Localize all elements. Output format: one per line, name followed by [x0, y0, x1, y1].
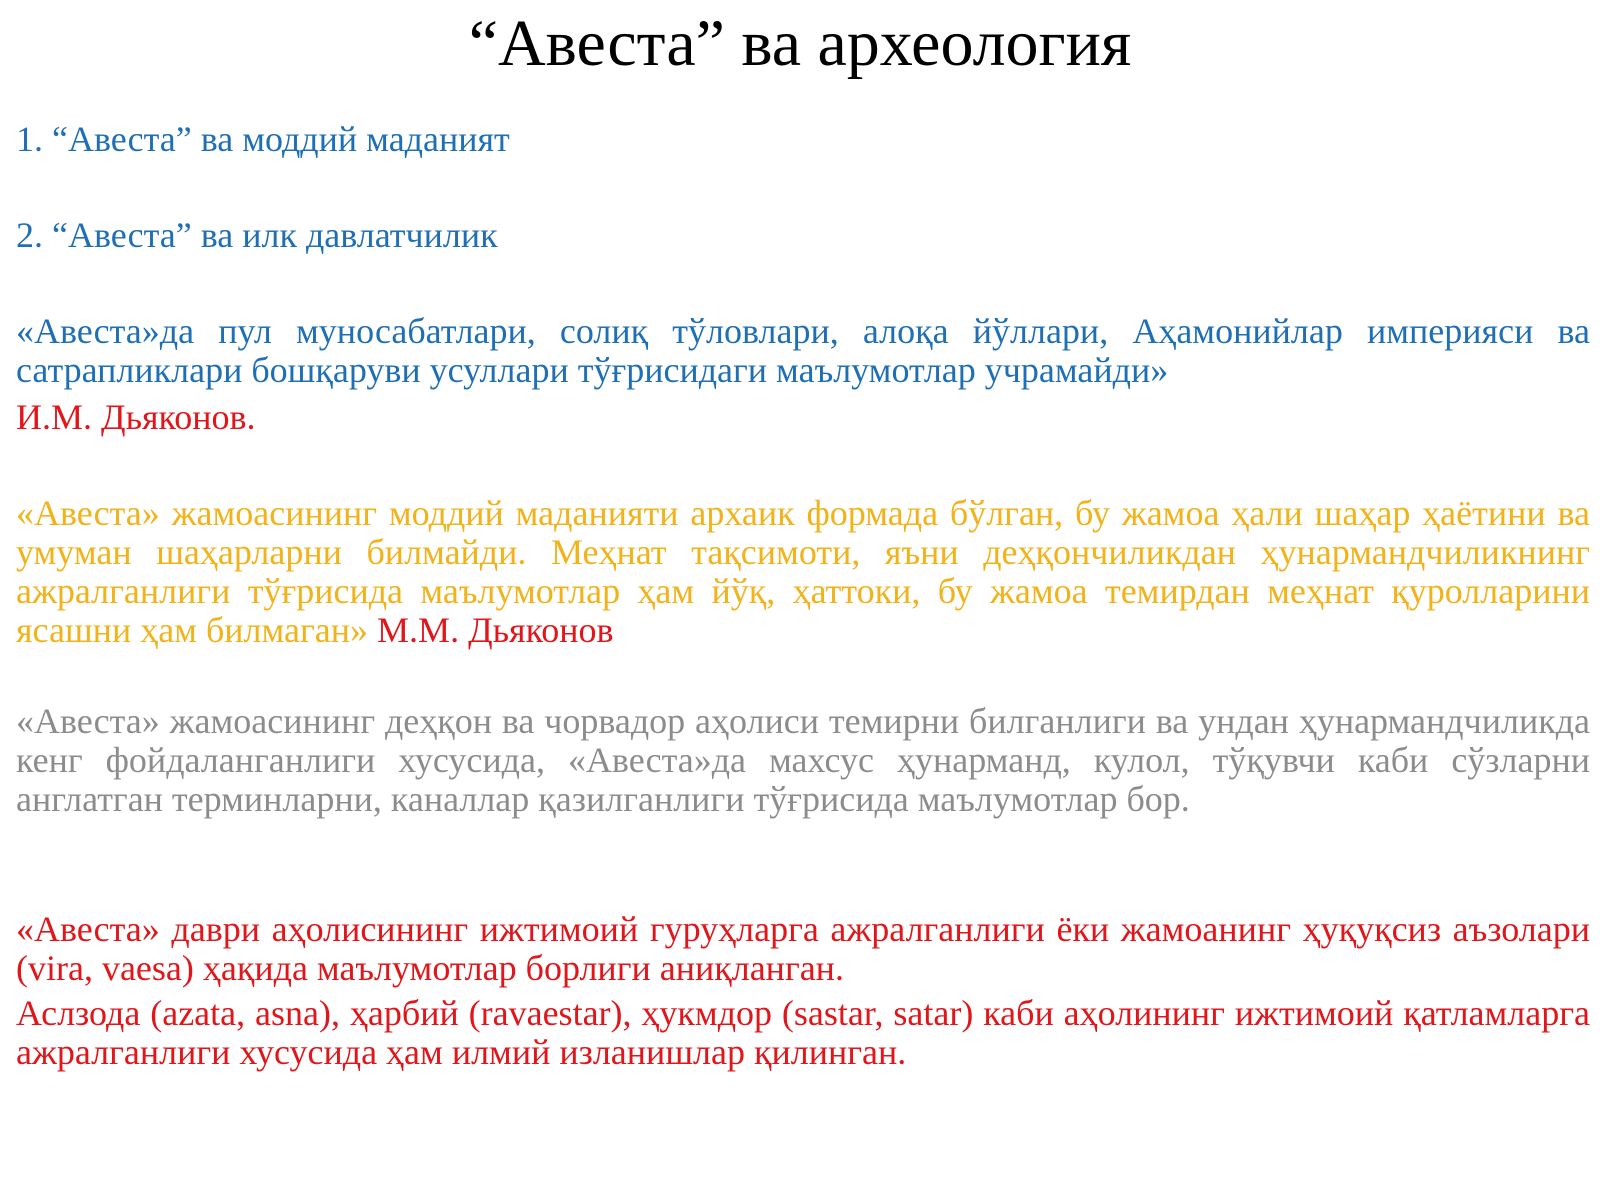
list-item-2: 2. “Авеста” ва илк давлатчилик [16, 215, 498, 255]
list-item-1: 1. “Авеста” ва моддий маданият [16, 119, 510, 159]
paragraph-social-layers: Аслзода (azata, asna), ҳарбий (ravaestar), ҳукмдор (sastar, satar) каби аҳолининг ижтимоий қатламларга ажралганлиги хусусида ҳам илмий изланишлар қилинган. [16, 993, 1590, 1072]
quote-dyakonov-im: «Авеста»да пул муносабатлари, солиқ тўловлари, алоқа йўллари, Аҳамонийлар империяси ва сатрапликлари бошқаруви усуллари тўғрисидаги маълумотлар учрамайди» [16, 311, 1590, 390]
paragraph-crafts: «Авеста» жамоасининг деҳқон ва чорвадор аҳолиси темирни билганлиги ва ундан ҳунармандчиликда кенг фойдаланганлиги хусусида, «Авеста»да махсус ҳунарманд, кулол, тўқувчи каби сўзларни англатган терминларни, каналлар қазилганлиги тўғрисида маълумотлар бор. [16, 701, 1590, 819]
quote-author-mm-dyakonov: М.М. Дьяконов [377, 610, 614, 650]
paragraph-social-groups: «Авеста» даври аҳолисининг ижтимоий гуруҳларга ажралганлиги ёки жамоанинг ҳуқуқсиз аъзолари (vira, vaesa) ҳақида маълумотлар борлиги аниқланган. [16, 909, 1590, 988]
quote-dyakonov-mm-text: «Авеста» жамоасининг моддий маданияти архаик формада бўлган, бу жамоа ҳали шаҳар ҳаётини ва умуман шаҳарларни билмайди. Меҳнат тақсимоти, яъни деҳқончиликдан ҳунармандчиликнинг ажралганлиги тўғрисида маълумотлар ҳам йўқ, ҳаттоки, бу жамоа темирдан меҳнат қуролларини ясашни ҳам билмаган» [16, 493, 1590, 650]
quote-dyakonov-mm [16, 494, 1590, 650]
quote-author-im-dyakonov: И.М. Дьяконов. [16, 397, 256, 437]
slide-title: “Авеста” ва археология [468, 7, 1132, 80]
